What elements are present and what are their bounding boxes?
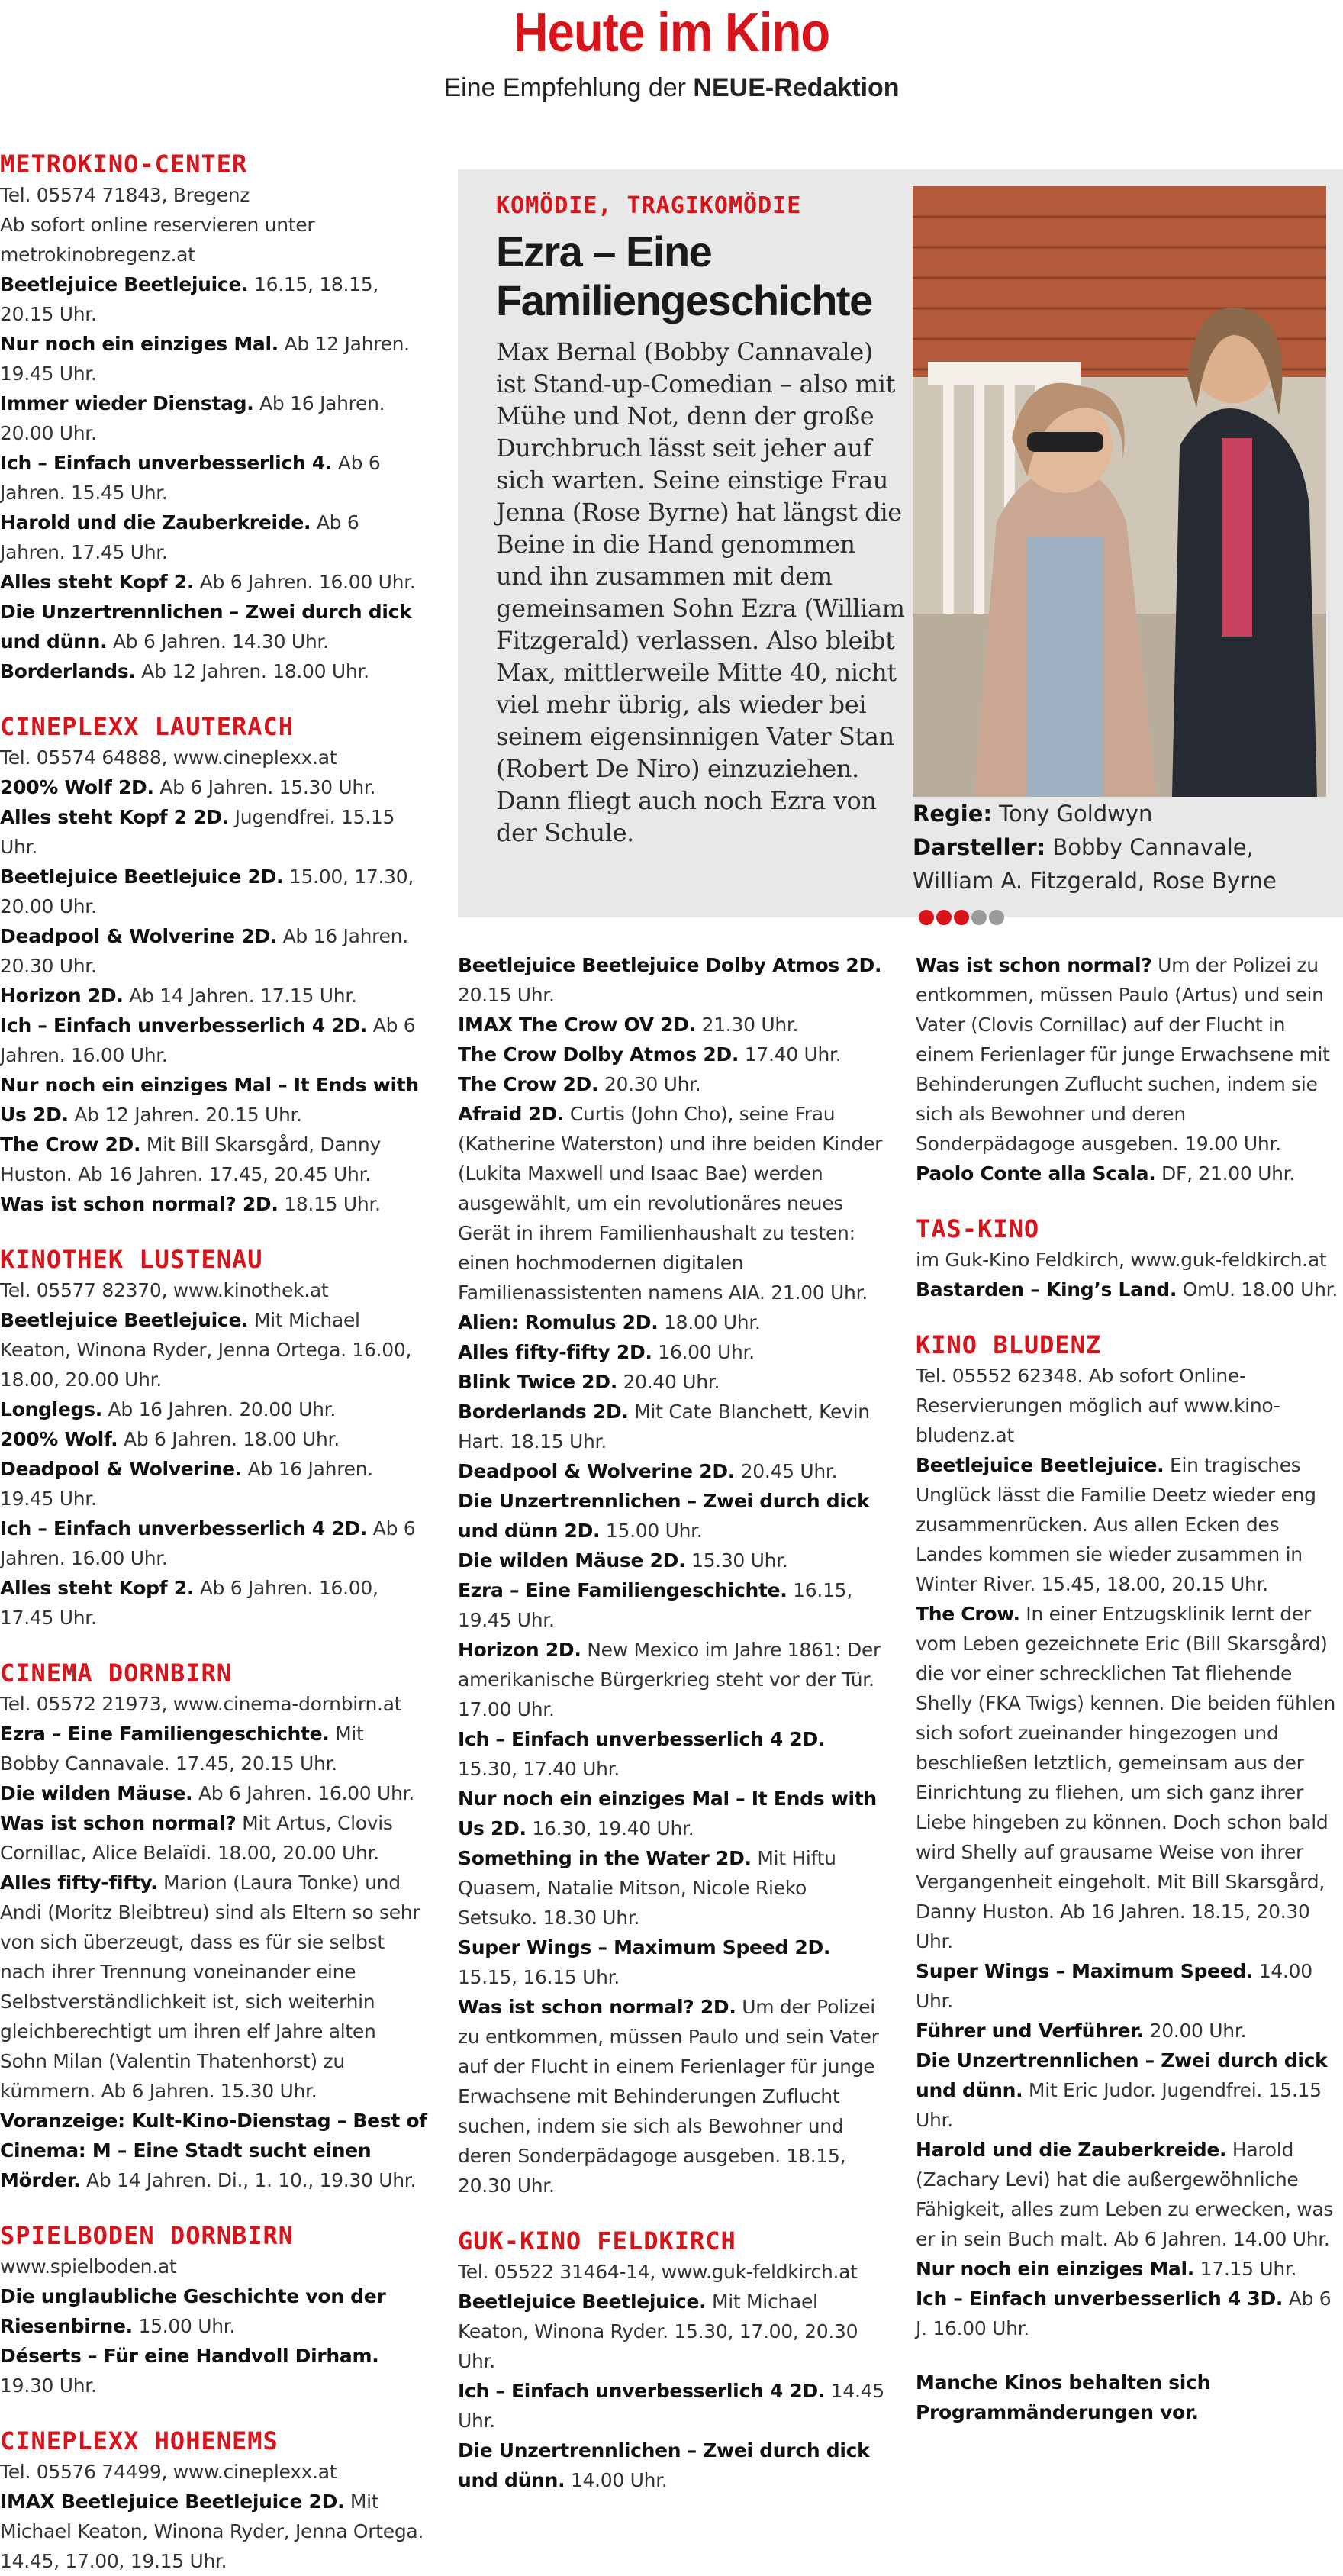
film-title: Die Unzertrennlichen – Zwei durch dick und dünn.: [458, 2439, 870, 2491]
listing-details: Ab 14 Jahren. 17.15 Uhr.: [123, 985, 357, 1007]
director-line: [913, 797, 1340, 830]
listing-details: Harold (Zachary Levi) hat die außergewöhnliche Fähigkeit, alles zum Leben zu erwecken, was er in sein Buch malt. Ab 6 Jahren. 14.00 Uhr.: [916, 2139, 1334, 2250]
listing-details: Ab 16 Jahren. 20.00 Uhr.: [0, 392, 385, 444]
film-credits: [913, 797, 1340, 933]
listing-details: 14.00 Uhr.: [916, 1960, 1312, 2012]
listing-details: Ab 12 Jahren. 18.00 Uhr.: [135, 660, 369, 682]
rating-dot-empty: [971, 910, 987, 925]
listing-details: 17.40 Uhr.: [739, 1043, 842, 1066]
listing-entry: [458, 2436, 885, 2495]
film-title: Ich – Einfach unverbesserlich 4 2D.: [0, 1014, 368, 1037]
section-gap: [0, 1219, 427, 1243]
listing-entry: [0, 597, 427, 656]
listing-entry: [458, 1307, 885, 1337]
listing-details: Marion (Laura Tonke) und Andi (Moritz Bleibtreu) sind als Eltern so sehr von sich überzeugt, dass es für sie selbst nach ihrer Trennung voneinander eine Selbstverständlichkeit ist, sich weiterhin gleichberechtigt um ihren elf Jahre alten Sohn Milan (Valentin Thatenhorst) zu kümmern. Ab 6 Jahren. 15.30 Uhr.: [0, 1872, 420, 2102]
listing-entry: [0, 1070, 427, 1130]
subtitle-prefix: Eine Empfehlung der: [443, 73, 694, 102]
section-gap: [0, 2195, 427, 2220]
rating-dot-empty: [989, 910, 1004, 925]
listing-entry: [0, 1394, 427, 1424]
listing-entry: [458, 950, 885, 1010]
film-title: Alles steht Kopf 2 2D.: [0, 806, 229, 828]
film-title: Was ist schon normal?: [0, 1812, 237, 1834]
listing-entry: [458, 1040, 885, 1069]
film-still-image: [913, 186, 1326, 797]
listing-entry: [0, 1689, 427, 1719]
listing-entry: [458, 1337, 885, 1367]
listing-entry: [0, 862, 427, 921]
film-title: 200% Wolf.: [0, 1428, 118, 1450]
listing-details: 15.00 Uhr.: [600, 1520, 703, 1542]
film-title: Beetlejuice Beetlejuice.: [0, 1309, 249, 1331]
film-title: Voranzeige: Kult-Kino-Dienstag – Best of Cinema: M – Eine Stadt sucht einen Mörder.: [0, 2110, 427, 2191]
listing-details: Ab 6 Jahren. 16.00 Uhr.: [0, 1014, 416, 1066]
listing-entry: [0, 1305, 427, 1394]
listing-details: www.spielboden.at: [0, 2255, 177, 2278]
listing-details: Ab 6 Jahren. 16.00 Uhr.: [192, 1782, 414, 1804]
film-title: Die wilden Mäuse.: [0, 1782, 193, 1804]
film-title: Harold und die Zauberkreide.: [0, 511, 311, 534]
listing-details: Ab 12 Jahren. 19.45 Uhr.: [0, 333, 410, 385]
listing-entry: [0, 388, 427, 448]
listing-details: 14.45 Uhr.: [458, 2380, 884, 2432]
listing-entry: [458, 1367, 885, 1397]
listing-details: 14.00 Uhr.: [565, 2469, 668, 2491]
feature-genre: KOMÖDIE, TRAGIKOMÖDIE: [496, 192, 802, 219]
listing-details: DF, 21.00 Uhr.: [1155, 1162, 1295, 1185]
listing-details: Tel. 05574 71843, Bregenz: [0, 184, 250, 206]
film-title: Immer wieder Dienstag.: [0, 392, 254, 414]
listing-entry: [0, 1573, 427, 1633]
section-gap: [0, 686, 427, 711]
film-title: Deadpool & Wolverine 2D.: [458, 1460, 735, 1482]
section-gap: [458, 2200, 885, 2225]
listing-details: Ab 6 Jahren. 17.45 Uhr.: [0, 511, 359, 563]
listing-details: 16.00 Uhr.: [652, 1341, 755, 1363]
film-title: Ezra – Eine Familiengeschichte.: [458, 1579, 787, 1601]
film-title: Beetlejuice Beetlejuice 2D.: [0, 866, 284, 888]
listing-entry: [916, 1245, 1339, 1275]
film-title: IMAX Beetlejuice Beetlejuice 2D.: [0, 2491, 345, 2513]
film-title: Beetlejuice Beetlejuice.: [0, 273, 249, 295]
listing-details: Ab 6 Jahren. 18.00 Uhr.: [118, 1428, 340, 1450]
film-title: Déserts – Für eine Handvoll Dirham.: [0, 2345, 379, 2367]
listings-column-1: [0, 148, 427, 2576]
film-title: The Crow 2D.: [458, 1073, 599, 1095]
listing-details: Curtis (John Cho), seine Frau (Katherine Waterston) und ihre beiden Kinder (Lukita Maxwell und Isaac Bae) werden ausgewählt, um ein revolutionäres neues Gerät in ihrem Familienhaushalt zu testen: einen hochmodernen digitalen Familienassistenten namens AIA. 21.00 Uhr.: [458, 1103, 883, 1304]
listing-details: Mit Hiftu Quasem, Natalie Mitson, Nicole Rieko Setsuko. 18.30 Uhr.: [458, 1847, 836, 1929]
film-title: Nur noch ein einziges Mal – It Ends with Us 2D.: [0, 1074, 419, 1126]
listing-details: 15.00, 17.30, 20.00 Uhr.: [0, 866, 414, 917]
listing-entry: [458, 1843, 885, 1933]
listing-entry: [916, 2016, 1339, 2046]
cinema-heading: CINEPLEXX LAUTERACH: [0, 712, 295, 741]
film-title: Ich – Einfach unverbesserlich 4 2D.: [458, 2380, 826, 2402]
listing-details: Mit Michael Keaton, Winona Ryder, Jenna Ortega. 14.45, 17.00, 19.15 Uhr.: [0, 2491, 424, 2572]
listing-details: Mit Eric Judor. Jugendfrei. 15.15 Uhr.: [916, 2079, 1322, 2131]
cast-label: Darsteller:: [913, 834, 1046, 860]
film-title: Alles steht Kopf 2.: [0, 571, 195, 593]
film-title: Harold und die Zauberkreide.: [916, 2139, 1227, 2161]
listing-details: 19.30 Uhr.: [0, 2374, 97, 2397]
listing-details: 15.00 Uhr.: [132, 2315, 236, 2337]
film-title: Ich – Einfach unverbesserlich 4 2D.: [0, 1517, 368, 1539]
film-still-illustration: [913, 186, 1326, 797]
listing-details: Ab 6 Jahren. 15.30 Uhr.: [153, 776, 376, 798]
listing-entry: [0, 1454, 427, 1514]
listing-details: Ab 16 Jahren. 20.00 Uhr.: [101, 1398, 337, 1420]
listing-entry: [916, 1159, 1339, 1188]
listing-entry: [0, 567, 427, 597]
rating-dot-filled: [936, 910, 952, 925]
listing-entry: [458, 1933, 885, 1992]
listing-details: 15.15, 16.15 Uhr.: [458, 1966, 620, 1988]
listing-entry: [0, 1514, 427, 1573]
listing-entry: [916, 950, 1339, 1159]
film-title: Ich – Einfach unverbesserlich 4.: [0, 452, 333, 474]
film-title: Borderlands 2D.: [458, 1401, 629, 1423]
listing-entry: [916, 2254, 1339, 2284]
director-label: Regie:: [913, 801, 992, 827]
film-title: Manche Kinos behalten sich Programmänderungen vor.: [916, 2371, 1211, 2423]
listing-details: New Mexico im Jahre 1861: Der amerikanische Bürgerkrieg steht vor der Tür. 17.00 Uhr.: [458, 1639, 881, 1720]
cinema-heading: SPIELBODEN DORNBIRN: [0, 2221, 295, 2250]
listing-entry: [916, 2046, 1339, 2135]
film-title: Beetlejuice Beetlejuice.: [916, 1454, 1164, 1476]
listing-entry: [0, 2106, 427, 2195]
film-title: Bastarden – King’s Land.: [916, 1278, 1177, 1301]
film-title: Beetlejuice Beetlejuice.: [458, 2291, 707, 2313]
listing-entry: [0, 1011, 427, 1070]
listing-entry: [0, 1778, 427, 1808]
listing-details: 16.15, 19.45 Uhr.: [458, 1579, 852, 1631]
listing-entry: [0, 921, 427, 981]
listing-details: 18.15 Uhr.: [278, 1193, 381, 1215]
listing-details: Mit Bill Skarsgård, Danny Huston. Ab 16 Jahren. 17.45, 20.45 Uhr.: [0, 1133, 381, 1185]
director-name: Tony Goldwyn: [991, 801, 1153, 827]
listing-entry: [0, 329, 427, 388]
film-title: Alles steht Kopf 2.: [0, 1577, 195, 1599]
film-title: Die Unzertrennlichen – Zwei durch dick und dünn 2D.: [458, 1490, 870, 1542]
listing-entry: [458, 1546, 885, 1575]
listing-details: 20.30 Uhr.: [598, 1073, 701, 1095]
listing-entry: [0, 180, 427, 210]
film-title: Alles fifty-fifty 2D.: [458, 1341, 652, 1363]
listing-entry: [458, 1635, 885, 1724]
listing-details: Ab 12 Jahren. 20.15 Uhr.: [68, 1104, 302, 1126]
listing-entry: [458, 2376, 885, 2436]
cinema-heading: CINEMA DORNBIRN: [0, 1659, 232, 1688]
rating-dots: [919, 899, 1006, 933]
film-title: The Crow.: [916, 1603, 1020, 1625]
listing-details: 15.30, 17.40 Uhr.: [458, 1758, 620, 1780]
listing-details: 20.00 Uhr.: [1143, 2020, 1247, 2042]
section-gap: [916, 1304, 1339, 1329]
film-title: Blink Twice 2D.: [458, 1371, 617, 1393]
page-title: Heute im Kino: [513, 2, 830, 63]
feature-title: Ezra – Eine Familiengeschichte: [496, 227, 872, 324]
listing-details: im Guk-Kino Feldkirch, www.guk-feldkirch.at: [916, 1249, 1327, 1271]
listing-details: 15.30 Uhr.: [685, 1549, 788, 1572]
listing-details: Ab 16 Jahren. 20.30 Uhr.: [0, 925, 408, 977]
listing-details: 16.15, 18.15, 20.15 Uhr.: [0, 273, 379, 325]
listing-entry: [916, 1361, 1339, 1450]
listing-entry: [0, 448, 427, 508]
film-title: Nur noch ein einziges Mal.: [0, 333, 279, 355]
listing-entry: [0, 743, 427, 772]
cinema-heading: GUK-KINO FELDKIRCH: [458, 2226, 736, 2255]
listing-entry: [916, 2135, 1339, 2254]
listing-details: Um der Polizei zu entkommen, müssen Paulo (Artus) und sein Vater (Clovis Cornillac) auf der Flucht in einem Ferienlager für junge Erwachsene mit Behinderungen Zuflucht suchen, indem sie sich als Bewohner und deren Sonderpädagoge ausgeben. 19.00 Uhr.: [916, 954, 1330, 1155]
film-title: Die Unzertrennlichen – Zwei durch dick und dünn.: [916, 2049, 1328, 2101]
listing-entry: [0, 2252, 427, 2281]
listings-column-3: [916, 950, 1339, 2427]
listing-entry: [0, 1719, 427, 1778]
listing-details: Ab 16 Jahren. 19.45 Uhr.: [0, 1458, 373, 1510]
film-title: Longlegs.: [0, 1398, 102, 1420]
listing-details: Mit Michael Keaton, Winona Ryder, Jenna Ortega. 16.00, 18.00, 20.00 Uhr.: [0, 1309, 412, 1391]
listing-entry: [916, 2284, 1339, 2343]
listing-details: Ein tragisches Unglück lässt die Familie Deetz wieder eng zusammenrücken. Aus allen Ecken des Landes kommen sie wieder zusammen in Winter River. 15.45, 18.00, 20.15 Uhr.: [916, 1454, 1316, 1595]
listing-entry: [0, 1189, 427, 1219]
listing-details: 18.00 Uhr.: [658, 1311, 761, 1333]
listing-details: Tel. 05576 74499, www.cineplexx.at: [0, 2461, 337, 2483]
featured-film-box: [458, 169, 1343, 917]
film-title: Borderlands.: [0, 660, 136, 682]
listing-details: Tel. 05552 62348. Ab sofort Online-Reservierungen möglich auf www.kino-bludenz.at: [916, 1365, 1280, 1446]
cinema-heading: CINEPLEXX HOHENEMS: [0, 2426, 279, 2455]
film-title: Nur noch ein einziges Mal.: [916, 2258, 1194, 2280]
listing-entry: [458, 2287, 885, 2376]
film-title: Die wilden Mäuse 2D.: [458, 1549, 686, 1572]
film-title: Nur noch ein einziges Mal – It Ends with Us 2D.: [458, 1788, 877, 1839]
film-title: The Crow Dolby Atmos 2D.: [458, 1043, 739, 1066]
film-title: Beetlejuice Beetlejuice Dolby Atmos 2D.: [458, 954, 882, 976]
listing-details: Tel. 05572 21973, www.cinema-dornbirn.at: [0, 1693, 402, 1715]
listing-details: Ab 6 Jahren. 16.00 Uhr.: [0, 1517, 416, 1569]
section-gap: [916, 1188, 1339, 1213]
listing-entry: [0, 1808, 427, 1868]
cinema-heading: KINO BLUDENZ: [916, 1330, 1102, 1359]
film-title: Was ist schon normal? 2D.: [0, 1193, 279, 1215]
cast-names: Bobby Cannavale, William A. Fitzgerald, Rose Byrne: [913, 834, 1277, 894]
listing-entry: [0, 1130, 427, 1189]
listing-entry: [0, 508, 427, 567]
cinema-heading: METROKINO-CENTER: [0, 150, 248, 179]
listing-entry: [458, 1456, 885, 1486]
listing-details: Jugendfrei. 15.15 Uhr.: [0, 806, 395, 858]
film-title: Afraid 2D.: [458, 1103, 565, 1125]
listing-entry: [0, 269, 427, 329]
listing-entry: [916, 1450, 1339, 1599]
listing-entry: [0, 2281, 427, 2341]
listing-details: Tel. 05574 64888, www.cineplexx.at: [0, 746, 337, 769]
listing-entry: [0, 2341, 427, 2400]
listing-details: Mit Bobby Cannavale. 17.45, 20.15 Uhr.: [0, 1723, 364, 1775]
listing-entry: [916, 2368, 1339, 2427]
listing-details: Ab 6 Jahren. 16.00 Uhr.: [194, 571, 416, 593]
listing-entry: [0, 1868, 427, 2106]
listing-entry: [0, 802, 427, 862]
listing-details: Ab 6 Jahren. 14.30 Uhr.: [107, 630, 329, 653]
listing-details: Mit Artus, Clovis Cornillac, Alice Belaïdi. 18.00, 20.00 Uhr.: [0, 1812, 393, 1864]
film-title: Ich – Einfach unverbesserlich 4 2D.: [458, 1728, 826, 1750]
listing-details: Ab 6 Jahren. 15.45 Uhr.: [0, 452, 381, 504]
section-gap: [0, 1633, 427, 1657]
listing-entry: [458, 1397, 885, 1456]
film-title: IMAX The Crow OV 2D.: [458, 1014, 696, 1036]
listing-entry: [458, 1099, 885, 1307]
cinema-heading: TAS-KINO: [916, 1214, 1040, 1243]
listing-entry: [458, 1010, 885, 1040]
listing-details: 20.45 Uhr.: [734, 1460, 838, 1482]
listing-entry: [458, 1784, 885, 1843]
listing-details: Mit Cate Blanchett, Kevin Hart. 18.15 Uhr.: [458, 1401, 870, 1452]
listing-details: Tel. 05577 82370, www.kinothek.at: [0, 1279, 329, 1301]
listing-entry: [458, 1486, 885, 1546]
film-title: Horizon 2D.: [0, 985, 124, 1007]
listing-entry: [916, 1956, 1339, 2016]
film-title: Alles fifty-fifty.: [0, 1872, 158, 1894]
listing-entry: [916, 1275, 1339, 1304]
listing-entry: [0, 656, 427, 686]
cinema-heading: KINOTHEK LUSTENAU: [0, 1245, 263, 1274]
section-gap: [916, 2343, 1339, 2368]
listing-entry: [0, 981, 427, 1011]
listing-entry: [0, 2457, 427, 2487]
listing-details: 21.30 Uhr.: [695, 1014, 799, 1036]
film-title: Paolo Conte alla Scala.: [916, 1162, 1156, 1185]
listing-entry: [0, 1275, 427, 1305]
film-title: Ezra – Eine Familiengeschichte.: [0, 1723, 330, 1745]
cast-line: [913, 830, 1340, 933]
listing-details: Ab 6 J. 16.00 Uhr.: [916, 2287, 1332, 2339]
listing-entry: [916, 1599, 1339, 1956]
listing-entry: [0, 772, 427, 802]
listing-details: Ab 6 Jahren. 16.00, 17.45 Uhr.: [0, 1577, 378, 1629]
section-gap: [0, 2400, 427, 2425]
rating-dot-filled: [919, 910, 934, 925]
listing-entry: [0, 2487, 427, 2576]
listings-column-2: [458, 950, 885, 2495]
film-title: The Crow 2D.: [0, 1133, 141, 1156]
listing-details: Tel. 05522 31464-14, www.guk-feldkirch.at: [458, 2261, 858, 2283]
page-subtitle: [0, 73, 1343, 103]
film-title: Super Wings – Maximum Speed.: [916, 1960, 1254, 1982]
film-title: Was ist schon normal?: [916, 954, 1152, 976]
listing-details: In einer Entzugsklinik lernt der vom Leben gezeichnete Eric (Bill Skarsgård) die vor einer schrecklichen Tat fliehende Shelly (FKA Twigs) kennen. Die beiden fühlen sich sofort zueinander hingezogen und beschließen letztlich, gemeinsam aus der Einrichtung zu fliehen, um sich ganz ihrer Liebe hingeben zu können. Doch schon bald wird Shelly auf grausame Weise von ihrer Vergangenheit eingeholt. Mit Bill Skarsgård, Danny Huston. Ab 16 Jahren. 18.15, 20.30 Uhr.: [916, 1603, 1335, 1952]
film-title: Horizon 2D.: [458, 1639, 581, 1661]
listing-details: Um der Polizei zu entkommen, müssen Paulo und sein Vater auf der Flucht in einem Ferienlager für junge Erwachsene mit Behinderungen Zuflucht suchen, indem sie sich als Bewohner und deren Sonderpädagoge ausgeben. 18.15, 20.30 Uhr.: [458, 1996, 879, 2197]
listing-details: OmU. 18.00 Uhr.: [1177, 1278, 1338, 1301]
film-title: Something in the Water 2D.: [458, 1847, 752, 1869]
film-title: Die Unzertrennlichen – Zwei durch dick und dünn.: [0, 601, 412, 653]
film-title: Alien: Romulus 2D.: [458, 1311, 659, 1333]
film-title: Die unglaubliche Geschichte von der Riesenbirne.: [0, 2285, 386, 2337]
film-title: Ich – Einfach unverbesserlich 4 3D.: [916, 2287, 1283, 2310]
rating-dot-filled: [954, 910, 969, 925]
listing-entry: [458, 1575, 885, 1635]
listing-details: Ab sofort online reservieren unter metrokinobregenz.at: [0, 214, 315, 266]
listing-entry: [0, 1424, 427, 1454]
listing-details: 20.15 Uhr.: [458, 984, 555, 1006]
feature-review-text: Max Bernal (Bobby Cannavale) ist Stand-up-Comedian – also mit Mühe und Not, denn der große Durchbruch lässt seit jeher auf sich warten. Seine einstige Frau Jenna (Rose Byrne) hat längst die Beine in die Hand genommen und ihn zusammen mit dem gemeinsamen Sohn Ezra (William Fitzgerald) verlassen. Also bleibt Max, mittlerweile Mitte 40, nicht viel mehr übrig, als wieder bei seinem eigensinnigen Vater Stan (Robert De Niro) einzuziehen. Dann fliegt auch noch Ezra von der Schule.: [496, 337, 905, 847]
film-title: Super Wings – Maximum Speed 2D.: [458, 1936, 831, 1959]
film-title: Deadpool & Wolverine.: [0, 1458, 243, 1480]
film-title: Führer und Verführer.: [916, 2020, 1144, 2042]
listing-details: Ab 14 Jahren. Di., 1. 10., 19.30 Uhr.: [80, 2169, 417, 2191]
listing-entry: [458, 2257, 885, 2287]
listing-entry: [458, 1724, 885, 1784]
listing-details: 17.15 Uhr.: [1193, 2258, 1297, 2280]
listing-details: Mit Michael Keaton, Winona Ryder. 15.30, 17.00, 20.30 Uhr.: [458, 2291, 858, 2372]
listing-details: 16.30, 19.40 Uhr.: [526, 1817, 694, 1839]
film-title: Was ist schon normal? 2D.: [458, 1996, 736, 2018]
film-title: 200% Wolf 2D.: [0, 776, 154, 798]
listing-entry: [458, 1992, 885, 2200]
film-title: Deadpool & Wolverine 2D.: [0, 925, 277, 947]
listing-entry: [458, 1069, 885, 1099]
listing-details: 20.40 Uhr.: [617, 1371, 720, 1393]
listing-entry: [0, 210, 427, 269]
subtitle-brand: NEUE-Redaktion: [693, 73, 900, 102]
